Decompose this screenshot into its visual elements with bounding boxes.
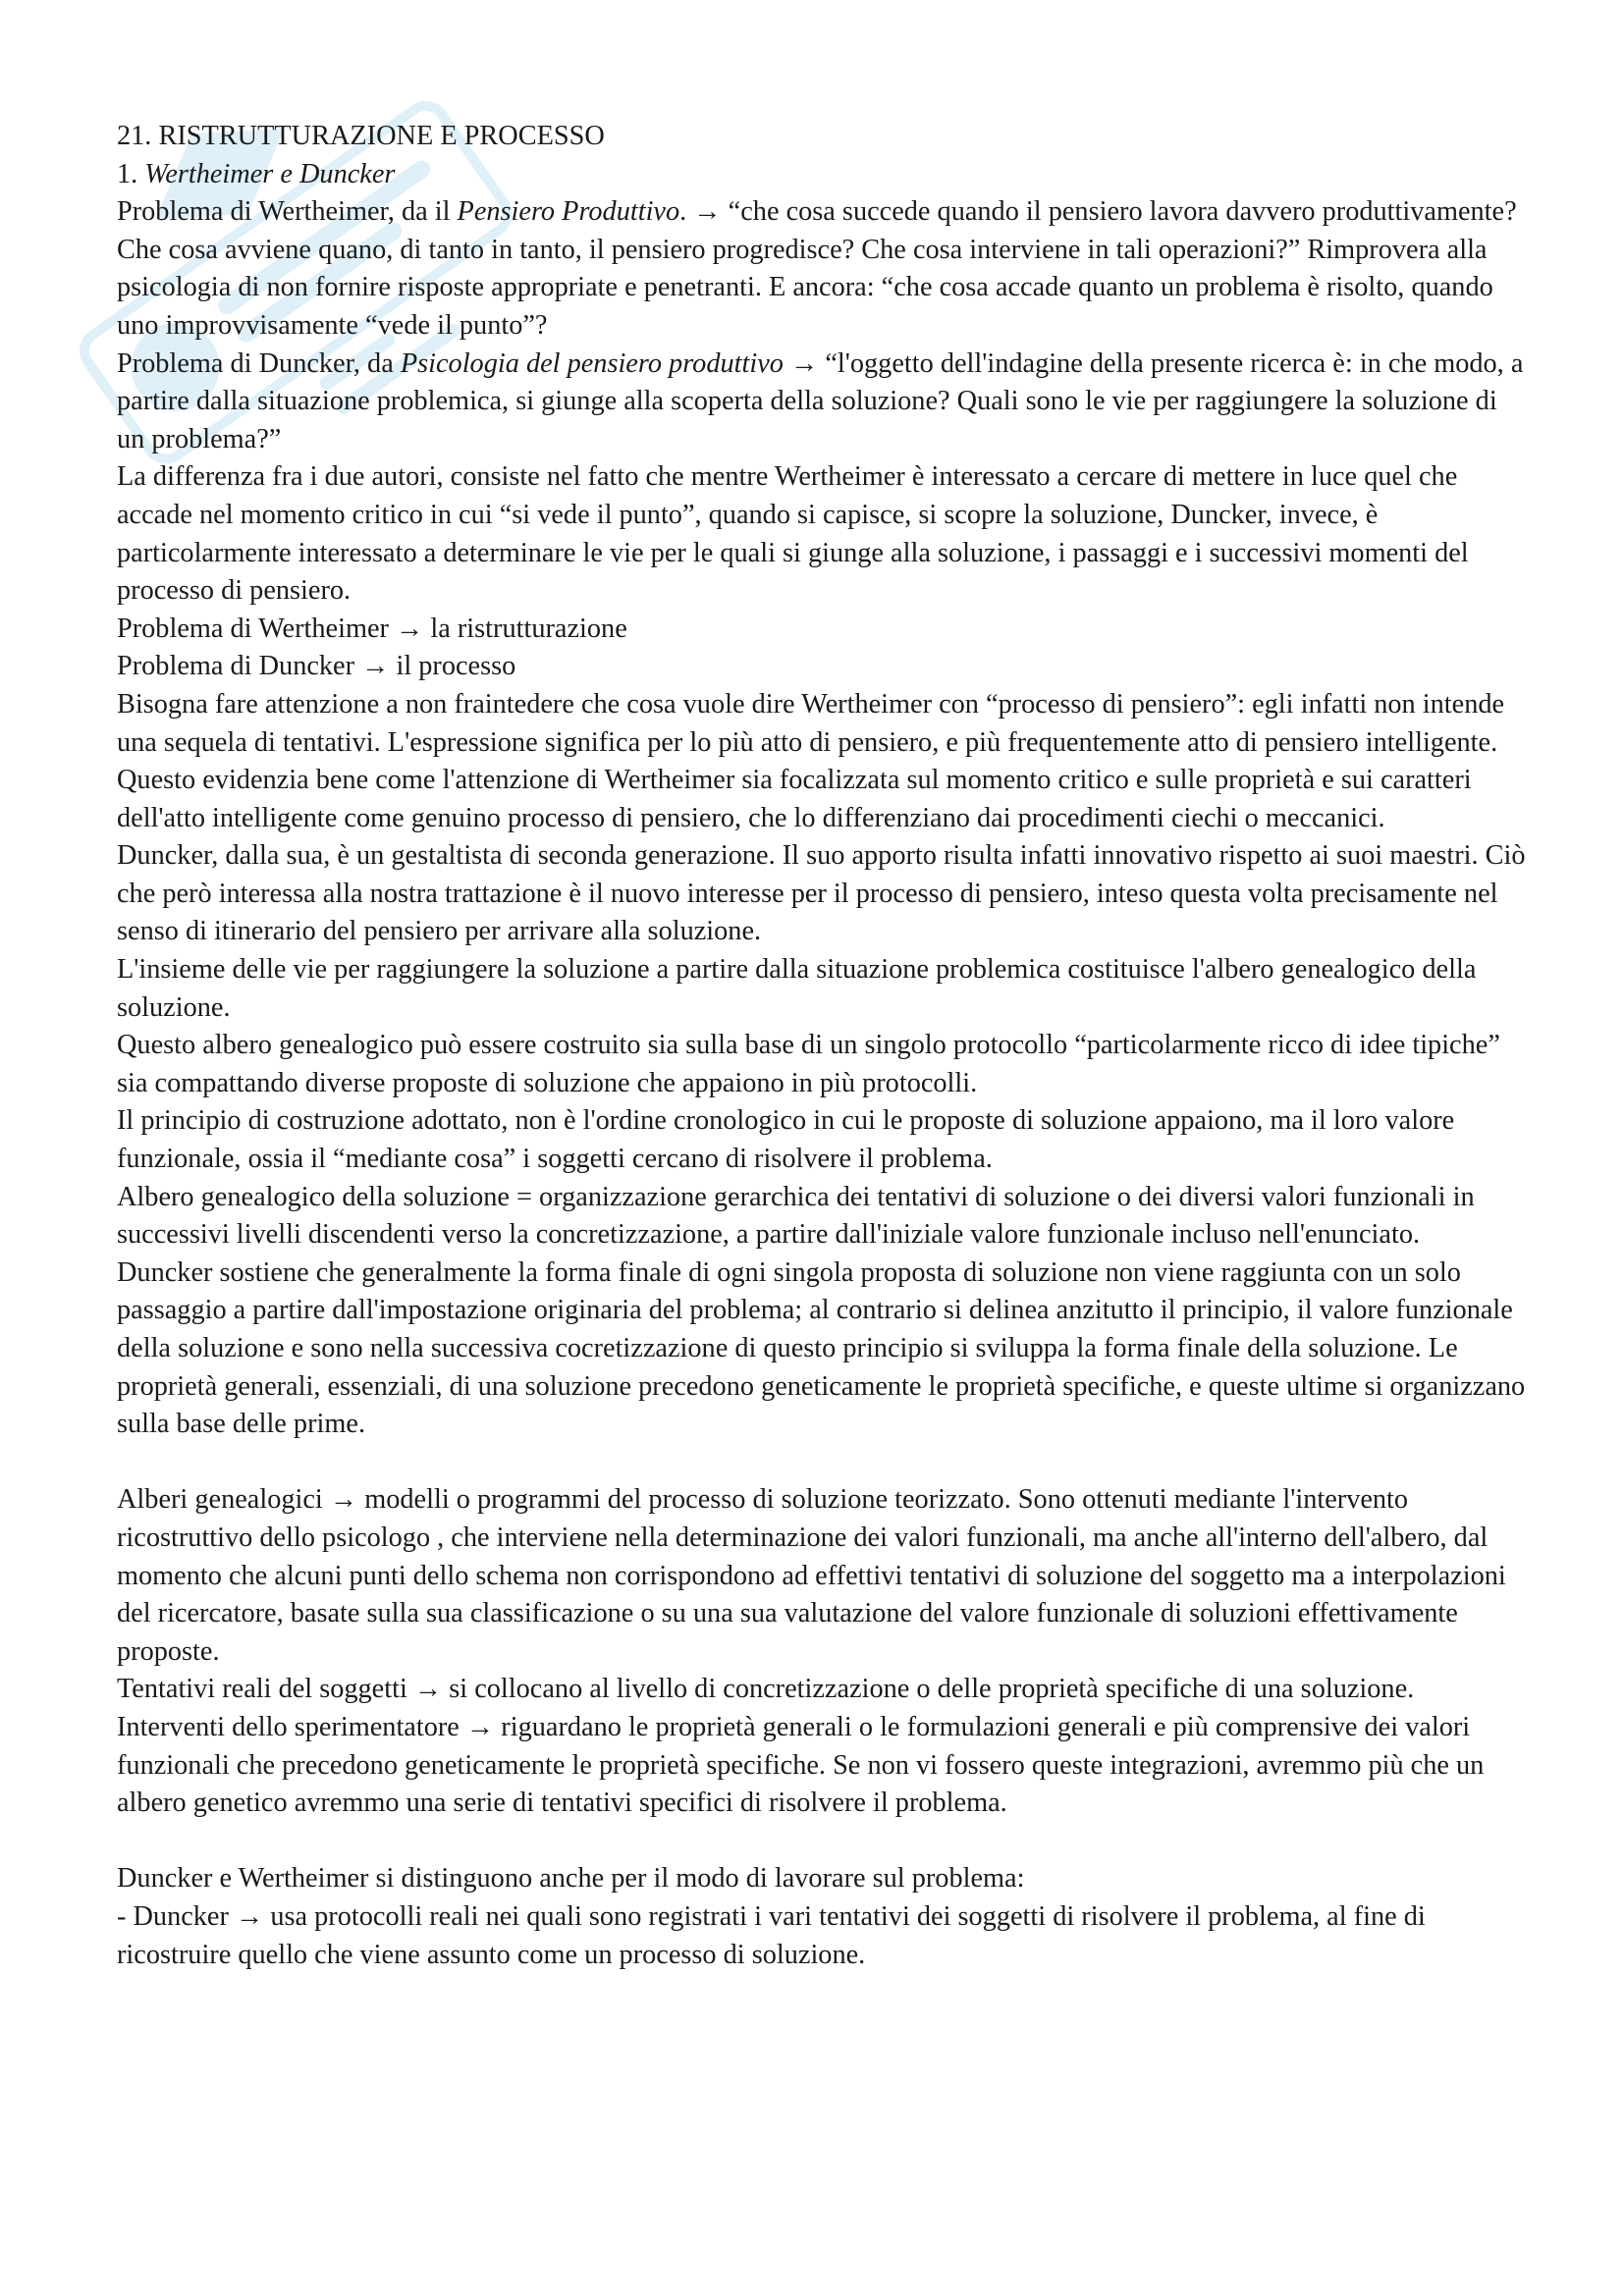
text-run: . → “che cosa succede quando il pensiero lavora davvero produttivamente? Che cosa avviene quano, di tanto in tanto, il pensiero progredisce? Che cosa interviene in tali operazioni?” Rimprovera alla psicologia di non fornire risposte appropriate e penetranti. E ancora: “che cosa accade quanto un problema è risolto, quando uno improvvisamente “vede il punto”? xyxy=(117,196,1517,341)
paragraph: Tentativi reali del soggetti → si collocano al livello di concretizzazione o delle proprietà specifiche di una soluzione. xyxy=(117,1674,1415,1705)
text-run: Problema di Duncker, da xyxy=(117,347,401,379)
section-heading xyxy=(117,156,1531,194)
paragraph: Duncker sostiene che generalmente la forma finale di ogni singola proposta di soluzione non viene raggiunta con un solo passaggio a partire dall'impostazione originaria del problema; al contrario si delinea anzitutto il principio, il valore funzionale della soluzione e sono nella successiva cocretizzazione di questo principio si sviluppa la forma finale della soluzione. Le proprietà generali, essenziali, di una soluzione precedono geneticamente le proprietà specifiche, e queste ultime si organizzano sulla base delle prime. xyxy=(117,1256,1526,1440)
paragraph: Duncker, dalla sua, è un gestaltista di seconda generazione. Il suo apporto risulta infatti innovativo rispetto ai suoi maestri. Ciò che però interessa alla nostra trattazione è il nuovo interesse per il processo di pensiero, inteso questa volta precisamente nel senso di itinerario del pensiero per arrivare alla soluzione. xyxy=(117,840,1526,947)
paragraph: Il principio di costruzione adottato, non è l'ordine cronologico in cui le proposte di soluzione appaiono, ma il loro valore funzionale, ossia il “mediante cosa” i soggetti cercano di risolvere il problema. xyxy=(117,1105,1455,1175)
section-title: Wertheimer e Duncker xyxy=(144,158,396,189)
paragraph: Alberi genealogici → modelli o programmi del processo di soluzione teorizzato. Sono ottenuti mediante l'intervento ricostruttivo dello psicologo , che interviene nella determinazione dei valori funzionali, ma anche all'interno dell'albero, dal momento che alcuni punti dello schema non corrispondono ad effettivi tentativi di soluzione del soggetto ma a interpolazioni del ricercatore, basate sulla sua classificazione o su una sua valutazione del valore funzionale di soluzioni effettivamente proposte. xyxy=(117,1484,1506,1667)
paragraph xyxy=(117,193,1531,345)
paragraph: Interventi dello sperimentatore → riguardano le proprietà generali o le formulazioni generali e più comprensive dei valori funzionali che precedono geneticamente le proprietà specifiche. Se non vi fossero queste integrazioni, avremmo più che un albero genetico avremmo una serie di tentativi specifici di risolvere il problema. xyxy=(117,1711,1485,1819)
book-title: Pensiero Produttivo xyxy=(457,196,680,228)
paragraph: Bisogna fare attenzione a non fraintedere che cosa vuole dire Wertheimer con “processo di pensiero”: egli infatti non intende una sequela di tentativi. L'espressione significa per lo più atto di pensiero, e più frequentemente atto di pensiero intelligente. Questo evidenzia bene come l'attenzione di Wertheimer sia focalizzata sul momento critico e sulle proprietà e sui caratteri dell'atto intelligente come genuino processo di pensiero, che lo differenziano dai procedimenti ciechi o meccanici. xyxy=(117,688,1505,833)
paragraph: Albero genealogico della soluzione = organizzazione gerarchica dei tentativi di soluzione o dei diversi valori funzionali in successivi livelli discendenti verso la concretizzazione, a partire dall'iniziale valore funzionale incluso nell'enunciato. xyxy=(117,1181,1475,1251)
text-run: → “l'oggetto dell'indagine della presente ricerca è: in che modo, a partire dalla situazione problemica, si giunge alla scoperta della soluzione? Quali sono le vie per raggiungere la soluzione di un problema?” xyxy=(117,347,1524,454)
document-title: 21. RISTRUTTURAZIONE E PROCESSO xyxy=(117,121,605,151)
blank-line xyxy=(117,1444,1531,1482)
section-number: 1. xyxy=(117,158,145,189)
paragraph: La differenza fra i due autori, consiste nel fatto che mentre Wertheimer è interessato a cercare di mettere in luce quel che accade nel momento critico in cui “si vede il punto”, quando si capisce, si scopre la soluzione, Duncker, invece, è particolarmente interessato a determinare le vie per le quali si giunge alla soluzione, i passaggi e i successivi momenti del processo di pensiero. xyxy=(117,461,1469,607)
book-title: Psicologia del pensiero produttivo xyxy=(400,347,784,379)
paragraph xyxy=(117,346,1531,459)
paragraph: L'insieme delle vie per raggiungere la soluzione a partire dalla situazione problemica costituisce l'albero genealogico della soluzione. xyxy=(117,954,1477,1023)
paragraph: Problema di Duncker → il processo xyxy=(117,651,516,682)
text-run: Problema di Wertheimer, da il xyxy=(117,196,458,228)
paragraph: Problema di Wertheimer → la ristrutturazione xyxy=(117,613,627,644)
paragraph: Questo albero genealogico può essere costruito sia sulla base di un singolo protocollo “particolarmente ricco di idee tipiche” sia compattando diverse proposte di soluzione che appaiono in più protocolli. xyxy=(117,1030,1500,1098)
paragraph: Duncker e Wertheimer si distinguono anche per il modo di lavorare sul problema: xyxy=(117,1863,1025,1895)
paragraph: - Duncker → usa protocolli reali nei quali sono registrati i vari tentativi dei soggetti di risolvere il problema, al fine di ricostruire quello che viene assunto come un processo di soluzione. xyxy=(117,1900,1426,1970)
document-body xyxy=(117,118,1531,1974)
blank-line xyxy=(117,1823,1531,1861)
